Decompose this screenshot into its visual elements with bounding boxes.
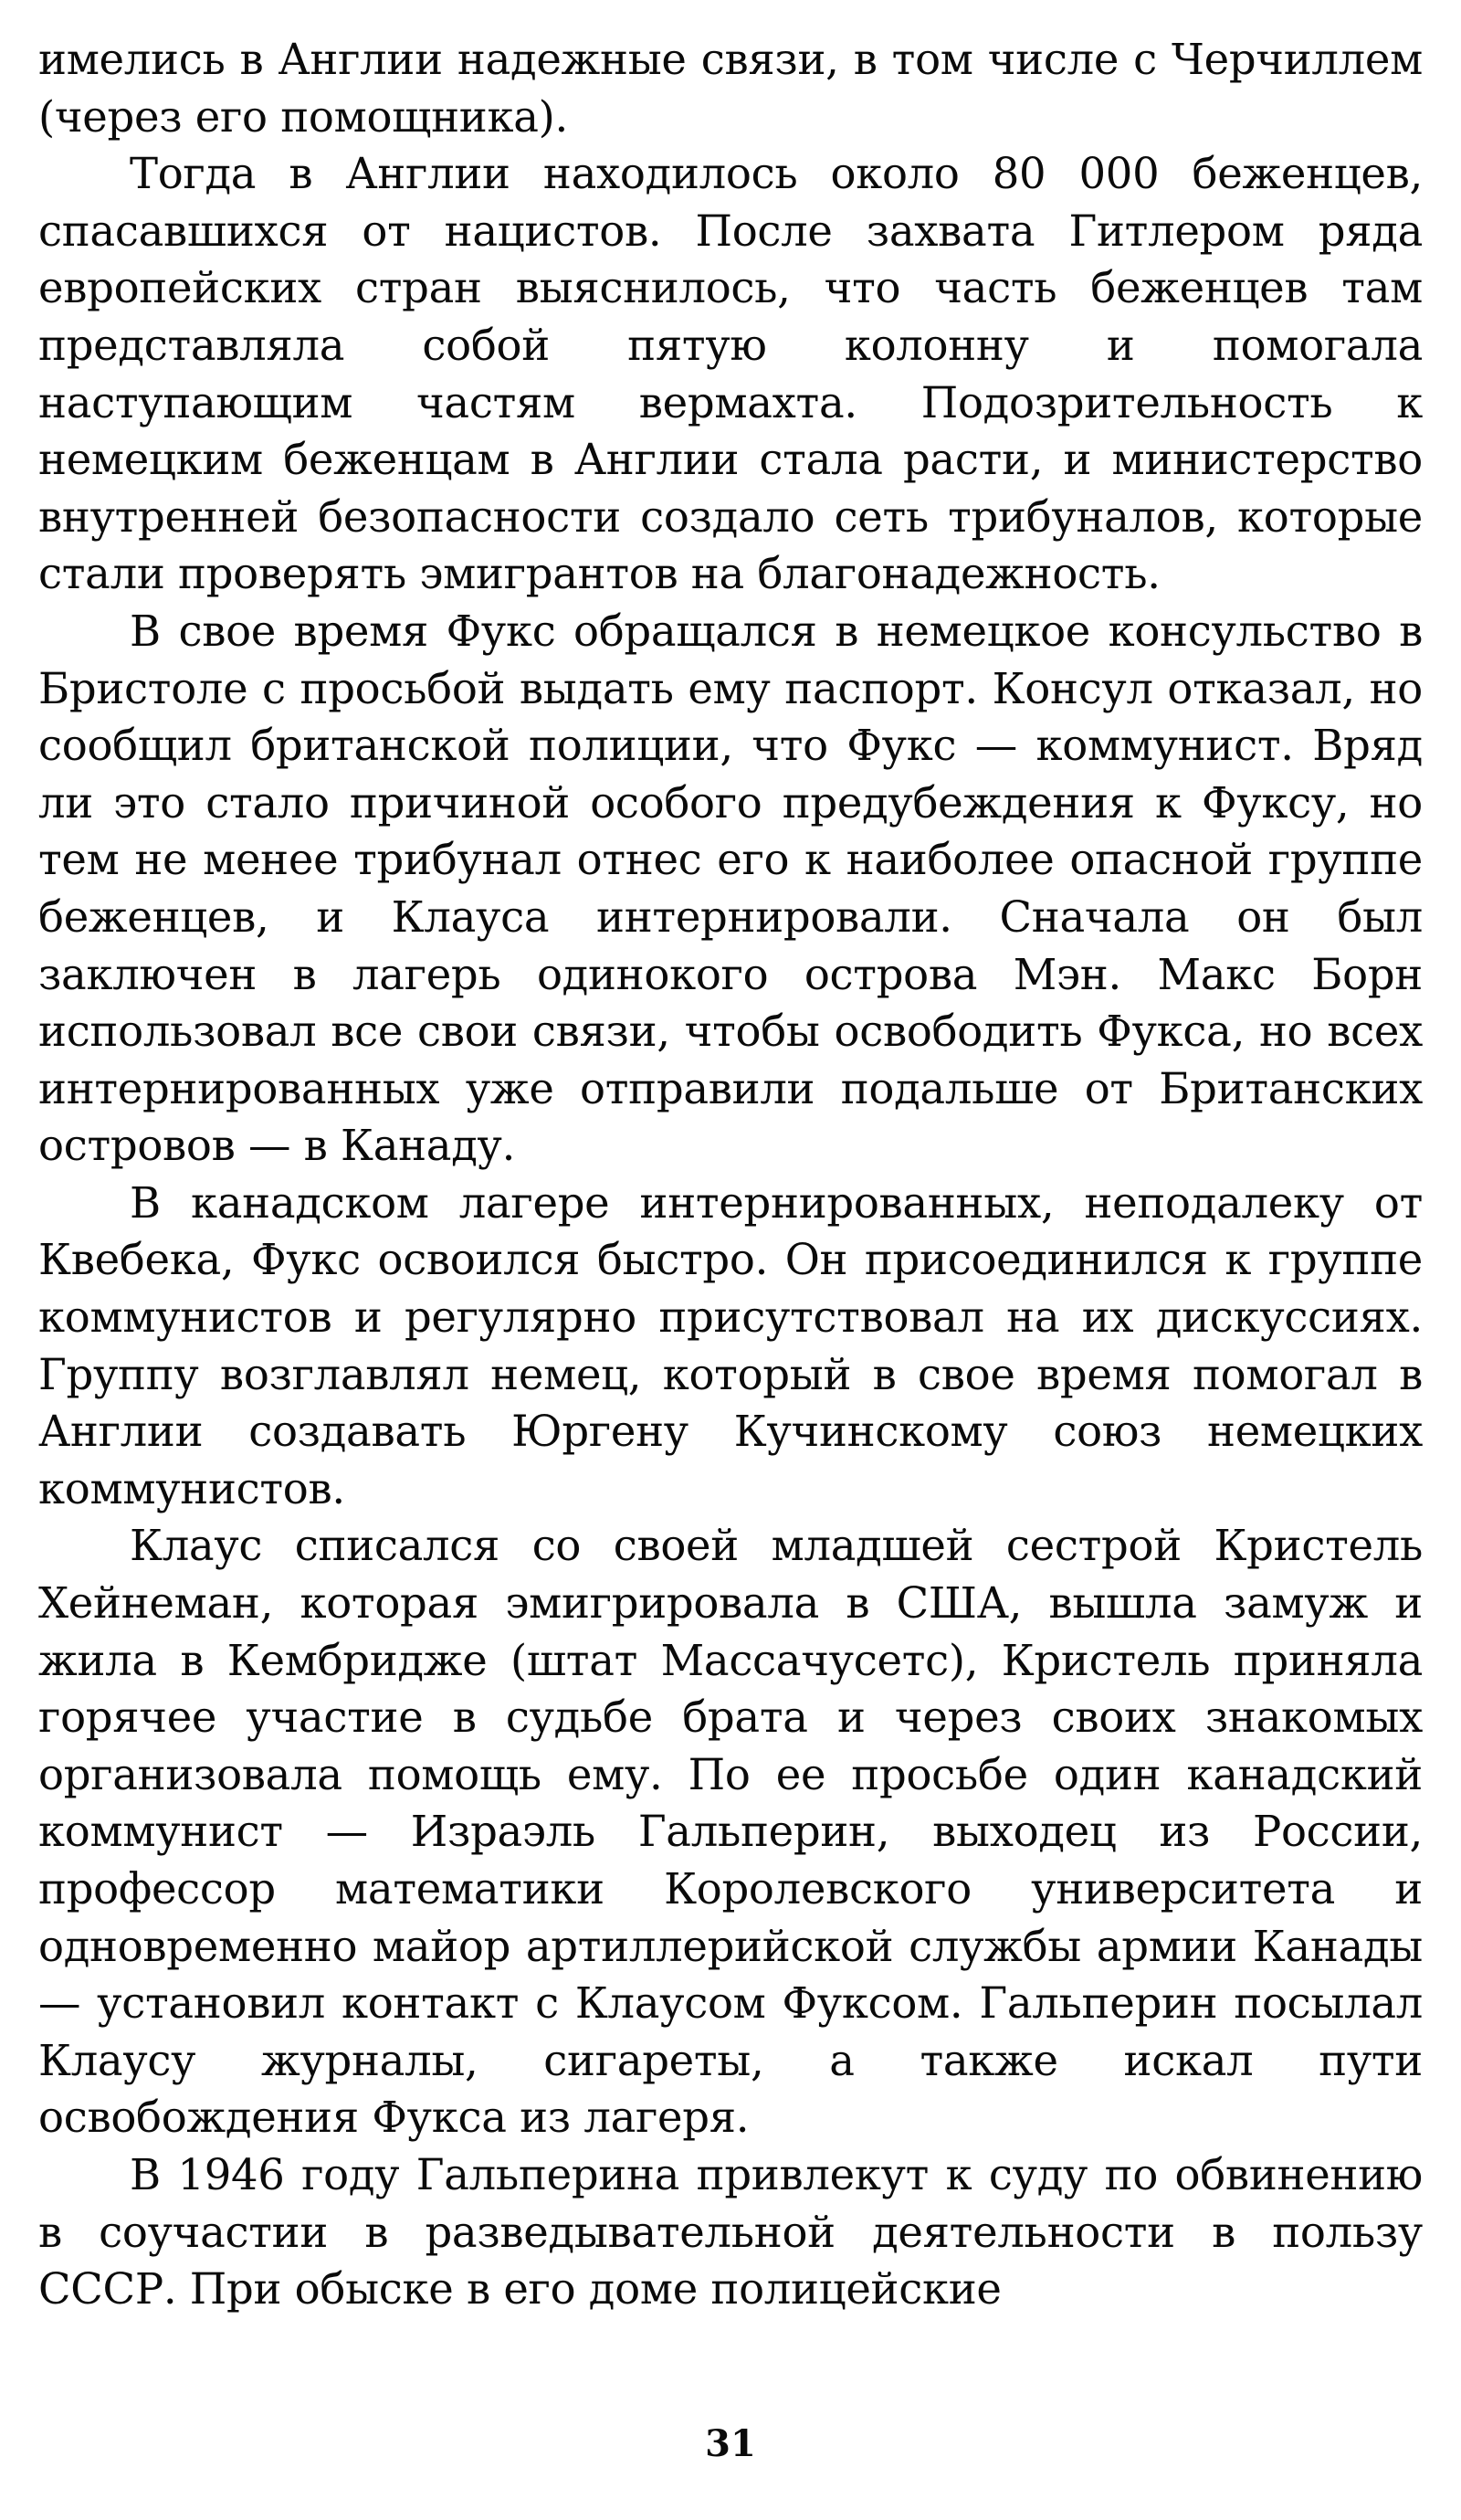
paragraph-4: В канадском лагере интернированных, неподалеку от Квебека, Фукс освоился быстро. Он присоединился к группе коммунистов и регулярно присутствовал на их дискуссиях. Группу возглавлял немец, который в свое время помогал в Англии создавать Юргену Кучинскому союз немецких коммунистов. [38, 1177, 1423, 1513]
paragraph-3: В свое время Фукс обращался в немецкое консульство в Бристоле с просьбой выдать ему паспорт. Консул отказал, но сообщил британской полиции, что Фукс — коммунист. Вряд ли это стало причиной особого предубеждения к Фуксу, но тем не менее трибунал отнес его к наиболее опасной группе беженцев, и Клауса интернировали. Сначала он был заключен в лагерь одинокого острова Мэн. Макс Борн использовал все свои связи, чтобы освободить Фукса, но всех интернированных уже отправили подальше от Британских островов — в Канаду. [38, 606, 1423, 1171]
paragraph-1: имелись в Англии надежные связи, в том числе с Черчиллем (через его помощника). [38, 35, 1423, 142]
page-number: 31 [705, 2422, 756, 2465]
book-page-text [38, 31, 1423, 2318]
paragraph-5: Клаус списался со своей младшей сестрой Кристель Хейнеман, которая эмигрировала в США, вышла замуж и жила в Кембридже (штат Массачусетс), Кристель приняла горячее участие в судьбе брата и через своих знакомых организовала помощь ему. По ее просьбе один канадский коммунист — Израэль Гальперин, выходец из России, профессор математики Королевского университета и одновременно майор артиллерийской службы армии Канады — установил контакт с Клаусом Фуксом. Гальперин посылал Клаусу журналы, сигареты, а также искал пути освобождения Фукса из лагеря. [38, 1521, 1423, 2143]
paragraph-2: Тогда в Англии находилось около 80 000 беженцев, спасавшихся от нацистов. После захвата Гитлером ряда европейских стран выяснилось, что часть беженцев там представляла собой пятую колонну и помогала наступающим частям вермахта. Подозрительность к немецким беженцам в Англии стала расти, и министерство внутренней безопасности создало сеть трибуналов, которые стали проверять эмигрантов на благонадежность. [38, 149, 1423, 599]
paragraph-6: В 1946 году Гальперина привлекут к суду по обвинению в соучастии в разведывательной деятельности в пользу СССР. При обыске в его доме полицейские [38, 2149, 1423, 2314]
